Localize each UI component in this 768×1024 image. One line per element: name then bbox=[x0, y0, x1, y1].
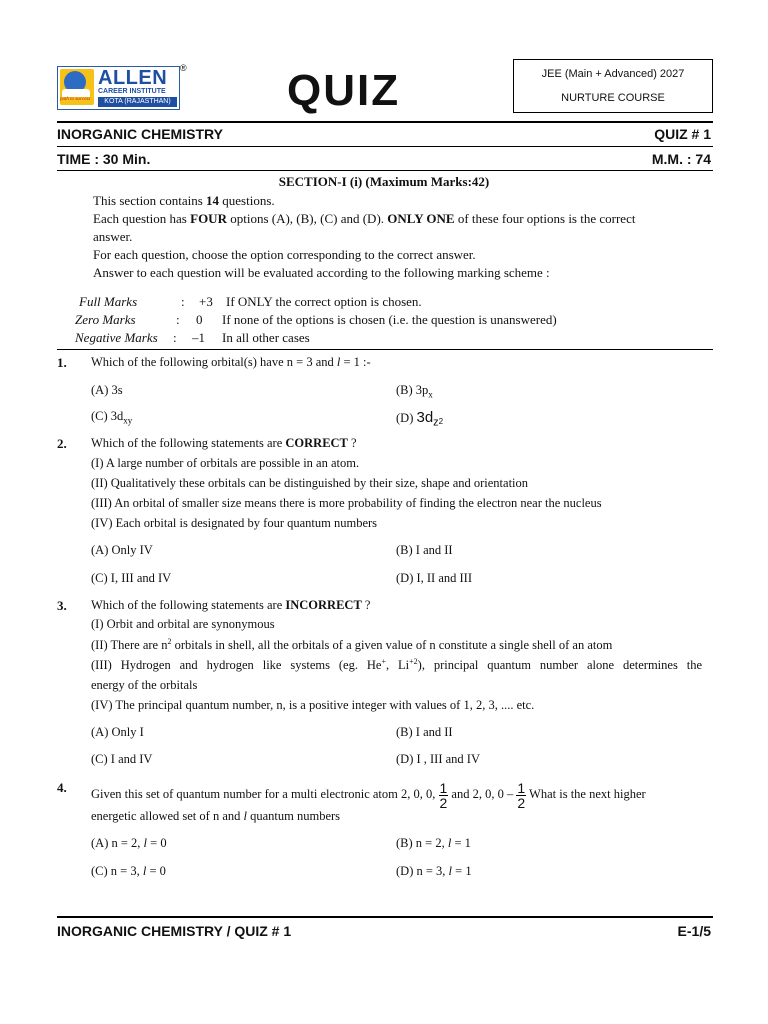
statement: (II) There are $n^2$ orbitals in shell, all the orbitals of a given value of n constitute a single shell of an atom bbox=[91, 637, 613, 653]
page-title: QUIZ bbox=[287, 66, 401, 115]
logo-location: KOTA (RAJASTHAN) bbox=[98, 97, 177, 107]
option-b[interactable]: (B) I and II bbox=[396, 543, 453, 557]
option-a[interactable]: (A) Only IV bbox=[91, 543, 153, 557]
marking-label: Negative Marks bbox=[75, 330, 158, 345]
statement: (II) Qualitatively these orbitals can be distinguished by their size, shape and orientation bbox=[91, 476, 529, 490]
statement: energy of the orbitals bbox=[91, 678, 198, 692]
question-number: 3. bbox=[57, 598, 67, 613]
statement: (III) Hydrogen and hydrogen like systems (eg. He+, $Li^{+2}$), principal quantum number alone determines the bbox=[91, 657, 702, 673]
course-box bbox=[513, 59, 713, 113]
question-4-text-line-2: energetic allowed set of n and l quantum numbers bbox=[91, 809, 341, 823]
marking-sep: : bbox=[181, 294, 185, 309]
allen-logo bbox=[57, 66, 180, 110]
question-4-text: Given this set of quantum number for a multi electronic atom 2, 0, 0, $\frac{1}{2}$ and 2, 0, 0 – $\frac{1}{2}$ What is the next higher bbox=[91, 779, 646, 811]
marking-sep: : bbox=[176, 312, 180, 327]
marking-value: +3 bbox=[199, 294, 213, 309]
question-number: 1. bbox=[57, 355, 67, 370]
marking-desc: If none of the options is chosen (i.e. the question is unanswered) bbox=[222, 312, 557, 327]
option-c[interactable]: (C) $3d_{xy}$ bbox=[91, 409, 133, 426]
registered-mark: ® bbox=[180, 63, 187, 73]
divider bbox=[57, 170, 713, 171]
option-b[interactable]: (B) I and II bbox=[396, 725, 453, 739]
logo-tagline: path to success bbox=[60, 97, 91, 102]
marking-label: Zero Marks bbox=[75, 312, 136, 327]
question-2-text: Which of the following statements are CORRECT ? bbox=[91, 436, 357, 450]
option-a[interactable]: (A) Only I bbox=[91, 725, 144, 739]
logo-brand: ALLEN bbox=[98, 67, 168, 89]
option-c[interactable]: (C) I and IV bbox=[91, 752, 153, 766]
question-number: 2. bbox=[57, 436, 67, 451]
marking-value: 0 bbox=[196, 312, 203, 327]
statement: (I) A large number of orbitals are possible in an atom. bbox=[91, 456, 360, 470]
logo-book-icon bbox=[62, 89, 90, 97]
option-b[interactable]: (B) n = 2, l = 1 bbox=[396, 836, 471, 850]
logo-subtitle: CAREER INSTITUTE bbox=[98, 88, 166, 95]
instruction-line-4: For each question, choose the option corresponding to the correct answer. bbox=[93, 247, 476, 262]
option-a[interactable]: (A) 3s bbox=[91, 383, 123, 397]
divider bbox=[57, 916, 713, 918]
quiz-number: QUIZ # 1 bbox=[654, 126, 711, 142]
subject-label: INORGANIC CHEMISTRY bbox=[57, 126, 223, 142]
statement: (I) Orbit and orbital are synonymous bbox=[91, 617, 275, 631]
marking-sep: : bbox=[173, 330, 177, 345]
option-d[interactable]: (D) n = 3, l = 1 bbox=[396, 864, 472, 878]
option-c[interactable]: (C) I, III and IV bbox=[91, 571, 172, 585]
divider bbox=[57, 121, 713, 123]
divider bbox=[57, 146, 713, 147]
question-number: 4. bbox=[57, 780, 67, 795]
course-line-1: JEE (Main + Advanced) 2027 bbox=[541, 68, 685, 80]
option-b[interactable]: (B) $3p_x$ bbox=[396, 383, 433, 400]
statement: (IV) Each orbital is designated by four quantum numbers bbox=[91, 516, 378, 530]
question-1-text: Which of the following orbital(s) have n = 3 and l = 1 :- bbox=[91, 355, 371, 369]
footer-left: INORGANIC CHEMISTRY / QUIZ # 1 bbox=[57, 923, 292, 939]
divider bbox=[57, 349, 713, 350]
marking-label: Full Marks bbox=[79, 294, 138, 309]
option-a[interactable]: (A) n = 2, l = 0 bbox=[91, 836, 167, 850]
option-c[interactable]: (C) n = 3, l = 0 bbox=[91, 864, 166, 878]
marking-value: –1 bbox=[192, 330, 205, 345]
instruction-line-2: Each question has FOUR options (A), (B), (C) and (D). ONLY ONE of these four options is the correct bbox=[93, 211, 636, 226]
max-marks-label: M.M. : 74 bbox=[651, 151, 711, 167]
statement: (IV) The principal quantum number, n, is a positive integer with values of 1, 2, 3, .... etc. bbox=[91, 698, 535, 712]
instruction-line-5: Answer to each question will be evaluated according to the following marking scheme : bbox=[93, 265, 550, 280]
time-label: TIME : 30 Min. bbox=[57, 151, 151, 167]
course-line-2: NURTURE COURSE bbox=[561, 92, 665, 104]
instruction-line-3: answer. bbox=[93, 229, 133, 244]
page-number: E-1/5 bbox=[677, 923, 711, 939]
option-d[interactable]: (D) I, II and III bbox=[396, 571, 473, 585]
marking-desc: In all other cases bbox=[222, 330, 310, 345]
instruction-line-1: This section contains 14 questions. bbox=[93, 193, 275, 208]
option-d[interactable]: (D) I , III and IV bbox=[396, 752, 480, 766]
marking-desc: If ONLY the correct option is chosen. bbox=[226, 294, 422, 309]
statement: (III) An orbital of smaller size means there is more probability of finding the electron near the nucleus bbox=[91, 496, 602, 510]
question-3-text: Which of the following statements are INCORRECT ? bbox=[91, 598, 371, 612]
option-d[interactable]: (D) $3d_z2$ bbox=[396, 409, 444, 429]
section-title: SECTION-I (i) (Maximum Marks:42) bbox=[278, 174, 490, 189]
